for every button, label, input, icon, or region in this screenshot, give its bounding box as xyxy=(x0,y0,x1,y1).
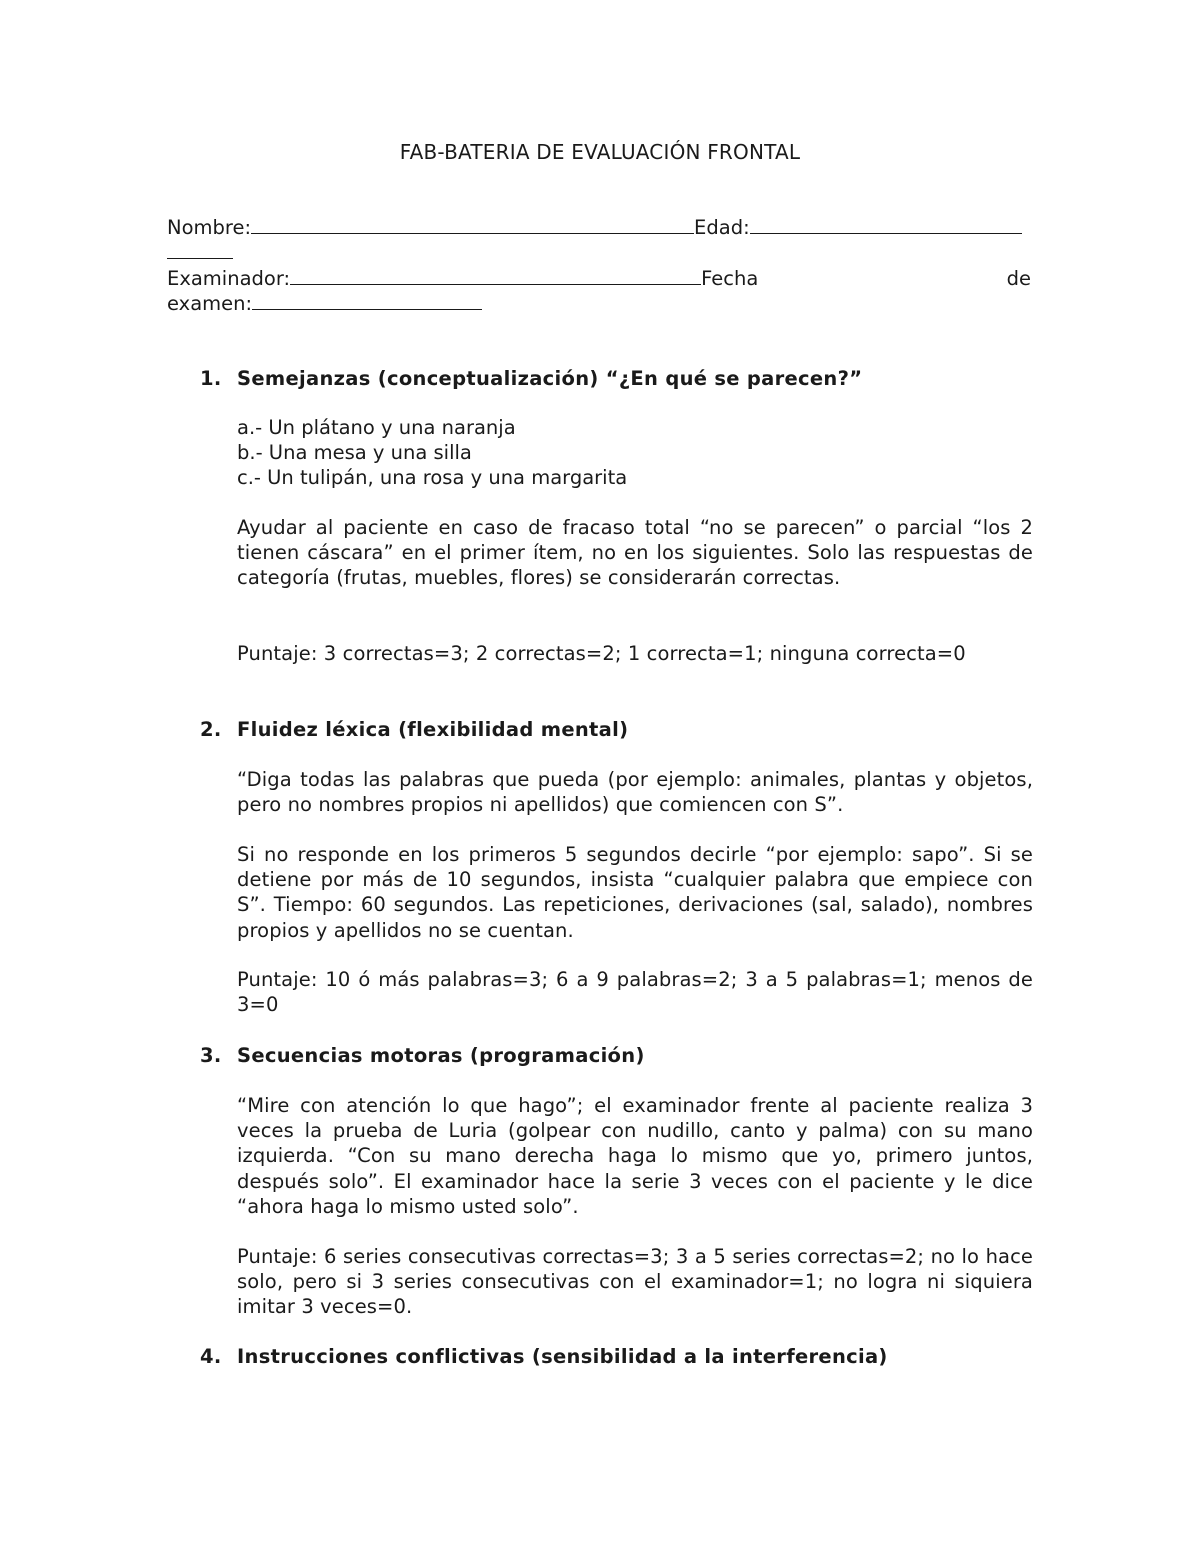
section-1-items xyxy=(237,415,1033,490)
list-item: c.- Un tulipán, una rosa y una margarita xyxy=(237,466,628,489)
edad-label: Edad: xyxy=(694,216,750,239)
instructions-paragraph: Ayudar al paciente en caso de fracaso total “no se parecen” o parcial “los 2 tienen cáscara” en el primer ítem, no en los siguientes. Solo las respuestas de categoría (frutas, muebles, flores) se considerarán correctas. xyxy=(237,516,1033,590)
section-3-heading xyxy=(200,1043,1033,1068)
section-number: 4. xyxy=(200,1345,222,1368)
section-title: Instrucciones conflictivas (sensibilidad a la interferencia) xyxy=(237,1345,888,1368)
examen-label: examen: xyxy=(167,292,253,315)
section-title: Secuencias motoras (programación) xyxy=(237,1044,645,1067)
list-item: a.- Un plátano y una naranja xyxy=(237,416,516,439)
section-1-scoring xyxy=(237,641,1033,666)
scoring-paragraph: Puntaje: 3 correctas=3; 2 correctas=2; 1 correcta=1; ninguna correcta=0 xyxy=(237,642,966,665)
section-4-heading xyxy=(200,1344,1033,1369)
section-number: 3. xyxy=(200,1044,222,1067)
fecha-label: Fecha xyxy=(701,267,759,290)
section-2-heading xyxy=(200,717,1033,742)
document-title: FAB-BATERIA DE EVALUACIÓN FRONTAL xyxy=(399,140,801,164)
examinador-field[interactable] xyxy=(290,266,701,285)
examinador-label: Examinador: xyxy=(167,267,291,290)
edad-field[interactable] xyxy=(750,215,1022,234)
instructions-paragraph: Si no responde en los primeros 5 segundos decirle “por ejemplo: sapo”. Si se detiene por más de 10 segundos, insista “cualquier palabra que empiece con S”. Tiempo: 60 segundos. Las repeticiones, derivaciones (sal, salado), nombres propios y apellidos no se cuentan. xyxy=(237,843,1033,942)
scoring-paragraph: Puntaje: 6 series consecutivas correctas=3; 3 a 5 series correctas=2; no lo hace solo, pero si 3 series consecutivas con el examinador=1; no logra ni siquiera imitar 3 veces=0. xyxy=(237,1245,1033,1319)
list-item: b.- Una mesa y una silla xyxy=(237,441,472,464)
nombre-label: Nombre: xyxy=(167,216,252,239)
edad-field-continuation[interactable] xyxy=(167,244,233,259)
section-2-details xyxy=(237,842,1033,943)
section-1-instructions xyxy=(237,515,1033,591)
section-2-instructions xyxy=(237,767,1033,817)
section-3-scoring xyxy=(237,1244,1033,1320)
instructions-paragraph: “Diga todas las palabras que pueda (por ejemplo: animales, plantas y objetos, pero no nombres propios ni apellidos) que comiencen con S”. xyxy=(237,768,1033,817)
section-2-scoring xyxy=(237,967,1033,1017)
fecha-de-label: de xyxy=(1006,267,1031,290)
instructions-paragraph: “Mire con atención lo que hago”; el examinador frente al paciente realiza 3 veces la prueba de Luria (golpear con nudillo, canto y palma) con su mano izquierda. “Con su mano derecha haga lo mismo que yo, primero juntos, después solo”. El examinador hace la serie 3 veces con el paciente y le dice “ahora haga lo mismo usted solo”. xyxy=(237,1094,1033,1218)
section-1-heading xyxy=(200,366,1033,391)
section-3-instructions xyxy=(237,1093,1033,1219)
section-number: 1. xyxy=(200,367,222,390)
nombre-field[interactable] xyxy=(251,215,694,234)
section-title: Fluidez léxica (flexibilidad mental) xyxy=(237,718,629,741)
section-title: Semejanzas (conceptualización) “¿En qué se parecen?” xyxy=(237,367,863,390)
section-number: 2. xyxy=(200,718,222,741)
fecha-examen-field[interactable] xyxy=(252,291,482,310)
scoring-paragraph: Puntaje: 10 ó más palabras=3; 6 a 9 palabras=2; 3 a 5 palabras=1; menos de 3=0 xyxy=(237,968,1033,1017)
